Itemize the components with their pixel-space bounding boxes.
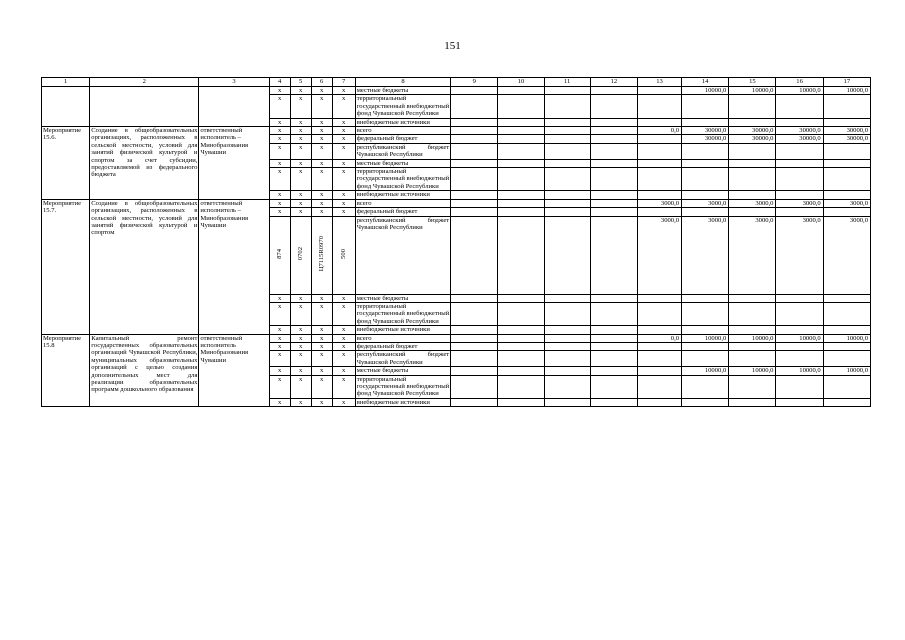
executor: ответственный исполнитель – Минобразования Чувашии [199,199,269,334]
measure-label: Мероприятие 15.6. [42,127,90,200]
column-header: 2 [90,78,199,87]
table-row: Мероприятие 15.7. Создание в общеобразовательных организациях, расположенных в сельской местности, условий для занятий физической культурой и спортом ответственный исполнитель – Минобразования Чувашии x x x x всего 3000,0 3000,0 3000,0 3000,0 3000,0 [42,199,871,207]
funding-source: всего [355,199,450,207]
funding-source: территориальный государственный внебюджетный фонд Чувашской Республики [356,375,450,398]
budget-code-expense: 500 [332,216,355,294]
table-row: x x x x федеральный бюджет 30000,0 30000,0 30000,0 30000,0 [42,135,871,143]
table-row: x x x x республиканский бюджет Чувашской Республики [42,351,871,367]
executor: ответственный исполнитель – Минобразования Чувашии [199,127,269,200]
table-row: x x x x республиканский бюджет Чувашской Республики [42,143,871,159]
column-header: 5 [290,78,311,87]
table-row: x x x x внебюджетные источники [42,326,871,334]
table-row: x x x x территориальный государственный внебюджетный фонд Чувашской Республики [42,168,871,191]
funding-source: федеральный бюджет [355,208,450,216]
column-header: 10 [498,78,544,87]
executor: ответственный исполнитель Минобразования Чувашии [199,334,269,407]
funding-source: внебюджетные источники [355,191,450,199]
funding-source: республиканский бюджет Чувашской Республики [356,351,450,366]
column-header: 11 [544,78,590,87]
column-header: 6 [311,78,332,87]
funding-source: федеральный бюджет [355,135,450,143]
column-header: 15 [729,78,776,87]
budget-code-section: 0702 [290,216,311,294]
budget-code-target: Ц7115R0970 [311,216,332,294]
funding-source: территориальный государственный внебюджетный фонд Чувашской Республики [356,168,450,190]
header-row [42,78,871,87]
column-header: 13 [637,78,681,87]
page-number: 151 [444,40,461,52]
table-row: x x x x территориальный государственный внебюджетный фонд Чувашской Республики [42,302,871,325]
measure-name: Капитальный ремонт государственных образовательных организаций Чувашской Республики, муниципальных образовательных организаций с целью создания дополнительных мест для реализации образовательных программ дошкольного образования [90,334,199,407]
column-header: 7 [332,78,355,87]
table-row: x x x x внебюджетные источники [42,398,871,406]
measure-name: Создание в общеобразовательных организациях, расположенных в сельской местности, условий для занятий физической культурой и спортом за счет субсидии, предоставляемой из федерального бюджета [90,127,199,200]
table-row: x x x x территориальный государственный внебюджетный фонд Чувашской Республики [42,95,871,118]
measure-label: Мероприятие 15.7. [42,199,90,334]
column-header: 8 [355,78,450,87]
table-row: 874 0702 Ц7115R0970 500 республиканский бюджет Чувашской Республики 3000,0 3000,0 3000,0 3000,0 3000,0 [42,216,871,294]
column-header: 17 [823,78,870,87]
table-row: x x x x местные бюджеты [42,294,871,302]
funding-source: всего [355,127,450,135]
table-row: x x x x внебюджетные источники [42,191,871,199]
funding-source: местные бюджеты [355,87,450,95]
funding-source: внебюджетные источники [355,118,450,126]
measure-name-cell [90,87,199,127]
budget-table [41,77,871,407]
column-header: 3 [199,78,269,87]
measure-label-cell [42,87,90,127]
funding-source: местные бюджеты [355,159,450,167]
funding-source: федеральный бюджет [355,342,450,350]
measure-name: Создание в общеобразовательных организациях, расположенных в сельской местности, условий для занятий физической культурой и спортом [90,199,199,334]
table-row: x x x x федеральный бюджет [42,208,871,216]
column-header: 12 [590,78,637,87]
funding-source: местные бюджеты [355,294,450,302]
funding-source: республиканский бюджет Чувашской Республики [355,216,450,294]
executor-cell [199,87,269,127]
column-header: 1 [42,78,90,87]
funding-source: территориальный государственный внебюджетный фонд Чувашской Республики [356,95,450,118]
table-row: Мероприятие 15.8 Капитальный ремонт государственных образовательных организаций Чувашской Республики, муниципальных образовательных организаций с целью создания дополнительных мест для реализации образовательных программ дошкольного образования ответственный исполнитель Минобразования Чувашии x x x x всего 0,0 10000,0 10000,0 10000,0 10000,0 [42,334,871,342]
funding-source: местные бюджеты [355,367,450,375]
table-row: Мероприятие 15.6. Создание в общеобразовательных организациях, расположенных в сельской местности, условий для занятий физической культурой и спортом за счет субсидии, предоставляемой из федерального бюджета ответственный исполнитель – Минобразования Чувашии x x x x всего 0,0 30000,0 30000,0 30000,0 30000,0 [42,127,871,135]
budget-code-ministry: 874 [269,216,290,294]
funding-source: внебюджетные источники [355,326,450,334]
table-row: x x x x территориальный государственный внебюджетный фонд Чувашской Республики [42,375,871,398]
column-header: 4 [269,78,290,87]
column-header: 9 [451,78,498,87]
column-header: 14 [682,78,729,87]
table-row: x x x x местные бюджеты [42,159,871,167]
table-row: x x x x местные бюджеты 10000,0 10000,0 10000,0 10000,0 [42,367,871,375]
table-row: x x x x федеральный бюджет [42,342,871,350]
measure-label: Мероприятие 15.8 [42,334,90,407]
funding-source: республиканский бюджет Чувашской Республики [356,143,450,159]
column-header: 16 [776,78,823,87]
table-row: x x x x местные бюджеты 10000,0 10000,0 10000,0 10000,0 [42,87,871,95]
funding-source: территориальный государственный внебюджетный фонд Чувашской Республики [356,302,450,325]
funding-source: внебюджетные источники [355,398,450,406]
funding-source: всего [355,334,450,342]
table-row: x x x x внебюджетные источники [42,118,871,126]
